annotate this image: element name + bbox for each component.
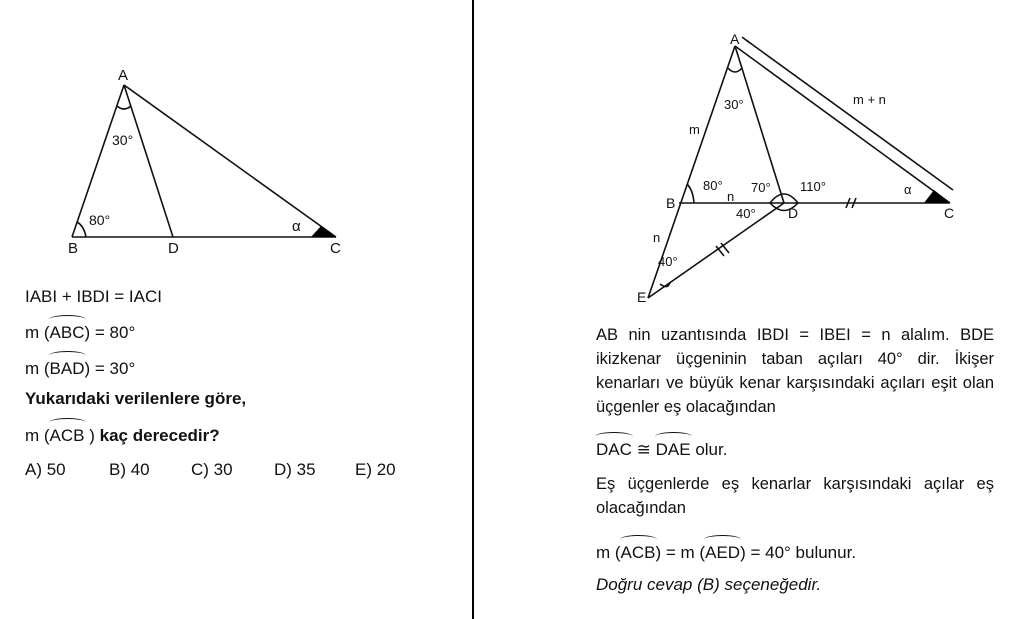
angle-a-label: 30° xyxy=(112,132,134,148)
label-b: B xyxy=(68,240,79,257)
right-triangle-figure xyxy=(472,0,1009,320)
label-a: A xyxy=(118,67,129,84)
label-c: C xyxy=(944,205,955,221)
arc-abc: ABC xyxy=(50,320,85,343)
arc-b xyxy=(687,184,694,203)
result-line: m (ACB) = m (AED) = 40° bulunur. xyxy=(596,540,856,563)
angle-40-e: 40° xyxy=(658,254,678,269)
alpha-label: α xyxy=(904,182,912,197)
angle-b-label: 80° xyxy=(89,212,111,228)
label-c: C xyxy=(330,240,341,257)
measure-tick-a xyxy=(742,37,750,43)
arc-bad: BAD xyxy=(50,356,85,379)
arc-angle-b xyxy=(77,222,86,237)
side-ac xyxy=(124,85,336,237)
label-a: A xyxy=(730,31,740,47)
side-m: m xyxy=(689,122,700,137)
angle-110: 110° xyxy=(800,179,826,194)
label-e: E xyxy=(637,289,647,305)
label-d: D xyxy=(168,240,179,257)
arc-aed: AED xyxy=(705,540,740,563)
angle-c-marker xyxy=(924,190,950,203)
arc-angle-a xyxy=(117,106,131,109)
left-triangle-figure xyxy=(0,0,472,270)
angle-70: 70° xyxy=(751,180,771,195)
measure-line-mn xyxy=(746,40,953,190)
angle-30: 30° xyxy=(724,97,744,112)
angle-40-d: 40° xyxy=(736,206,756,221)
side-m-plus-n: m + n xyxy=(853,92,886,107)
angle-abc-line: m (ABC) = 80° xyxy=(25,320,135,343)
option-d[interactable]: D) 35 xyxy=(274,460,316,479)
question-acb-line: m (ACB ) kaç derecedir? xyxy=(25,423,220,446)
option-e[interactable]: E) 20 xyxy=(355,460,396,479)
arc-a xyxy=(728,68,742,72)
arc-acb: ACB xyxy=(50,423,85,446)
arc-dac: DAC xyxy=(596,437,632,460)
option-a[interactable]: A) 50 xyxy=(25,460,66,479)
label-d: D xyxy=(788,205,799,221)
segment-de xyxy=(648,203,784,298)
arc-dae: DAE xyxy=(656,437,691,460)
side-n-be: n xyxy=(653,230,661,245)
side-n-bd: n xyxy=(727,189,735,204)
answer-line: Doğru cevap (B) seçeneğedir. xyxy=(596,575,822,594)
segment-ad xyxy=(124,85,173,237)
option-b[interactable]: B) 40 xyxy=(109,460,150,479)
question-line: Yukarıdaki verilenlere göre, xyxy=(25,389,247,408)
angle-80: 80° xyxy=(703,178,723,193)
explanation-paragraph: AB nin uzantısında IBDI = IBEI = n alalım. BDE ikizkenar üçgeninin taban açıları 40° dir. İkişer kenarları ve büyük kenar karşısındaki açıları eşit olan üçgenler eş olacağından xyxy=(596,326,994,416)
label-b: B xyxy=(666,195,676,211)
explanation-paragraph-2: Eş üçgenlerde eş kenarlar karşısındaki açılar eş olacağından xyxy=(596,475,994,517)
arc-acb-right: ACB xyxy=(621,540,656,563)
congruence-line: DAC ≅ DAE olur. xyxy=(596,437,727,460)
alpha-label: α xyxy=(292,218,301,235)
option-c[interactable]: C) 30 xyxy=(191,460,233,479)
arc-e xyxy=(660,282,670,287)
given-line: IABI + IBDI = IACI xyxy=(25,287,162,306)
angle-bad-line: m (BAD) = 30° xyxy=(25,356,135,379)
